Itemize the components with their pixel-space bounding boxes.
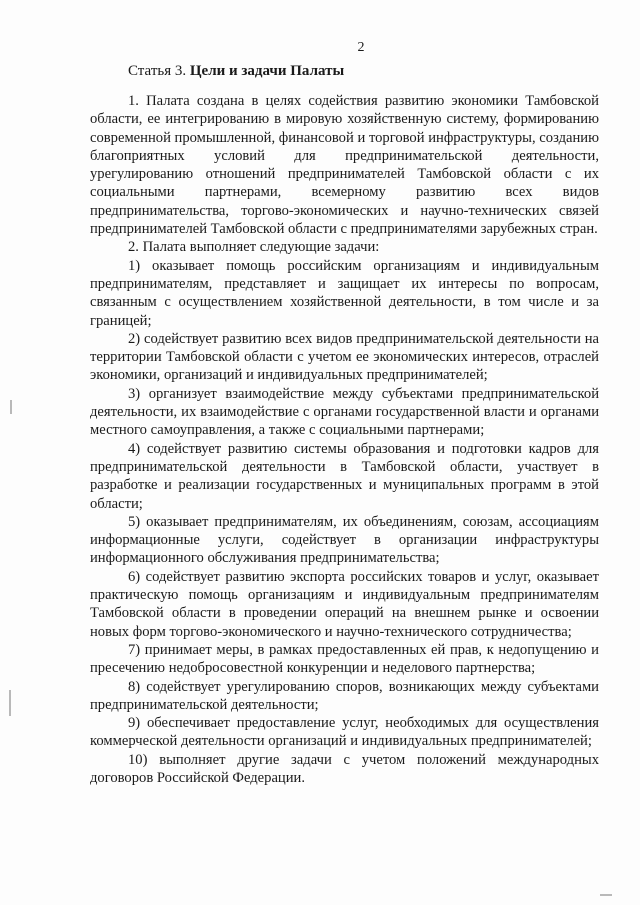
task-item-3: 3) организует взаимодействие между субъектами предпринимательской деятельности, их взаимодействие с органами государственной власти и органами местного самоуправления, а также с социальными партнерами; — [90, 385, 599, 439]
task-item-5: 5) оказывает предпринимателям, их объединениям, союзам, ассоциациям информационные услуги, содействует в организации инфраструктуры информационного обслуживания предпринимательства; — [90, 513, 599, 567]
paragraph-purpose: 1. Палата создана в целях содействия развитию экономики Тамбовской области, ее интегрированию в мировую хозяйственную систему, формированию современной промышленной, финансовой и торговой инфраструктуры, созданию благоприятных условий для предпринимательской деятельности, урегулированию отношений предпринимателей Тамбовской области с их социальными партнерами, всемерному развитию всех видов предпринимательства, торгово-экономических и научно-технических связей предпринимателей Тамбовской области с предпринимателями зарубежных стран. — [90, 93, 599, 238]
scan-artifact-mark — [10, 400, 12, 414]
article-label: Статья 3. — [128, 63, 187, 79]
task-item-2: 2) содействует развитию всех видов предпринимательской деятельности на территории Тамбовской области с учетом ее экономических интересов, отраслей экономики, организаций и индивидуальных предпринимателей; — [90, 330, 599, 384]
article-title: Цели и задачи Палаты — [189, 63, 345, 79]
paragraph-tasks-intro: 2. Палата выполняет следующие задачи: — [128, 239, 380, 256]
article-heading — [128, 62, 344, 80]
page-number: 2 — [357, 40, 365, 55]
task-item-8: 8) содействует урегулированию споров, возникающих между субъектами предпринимательской деятельности; — [90, 678, 599, 713]
article-body — [90, 92, 599, 787]
task-item-10: 10) выполняет другие задачи с учетом положений международных договоров Российской Федерации. — [90, 751, 599, 786]
task-item-7: 7) принимает меры, в рамках предоставленных ей прав, к недопущению и пресечению недобросовестной конкуренции и неделового партнерства; — [90, 641, 599, 677]
task-item-6: 6) содействует развитию экспорта российских товаров и услуг, оказывает практическую помощь организациям и индивидуальным предпринимателям Тамбовской области в проведении операций на внешнем рынке и освоении новых форм торгово-экономического и научно-технического сотрудничества; — [90, 568, 599, 640]
task-item-1: 1) оказывает помощь российским организациям и индивидуальным предпринимателям, представляет и защищает их интересы по вопросам, связанным с осуществлением хозяйственной деятельности, в том числе и за границей; — [90, 257, 599, 329]
scan-artifact-mark — [600, 894, 612, 896]
scan-artifact-mark — [9, 690, 11, 716]
task-item-4: 4) содействует развитию системы образования и подготовки кадров для предпринимательской деятельности в Тамбовской области, участвует в разработке и реализации государственных и муниципальных программ в этой области; — [90, 440, 599, 512]
task-item-9: 9) обеспечивает предоставление услуг, необходимых для осуществления коммерческой деятельности организаций и индивидуальных предпринимателей; — [90, 715, 599, 750]
